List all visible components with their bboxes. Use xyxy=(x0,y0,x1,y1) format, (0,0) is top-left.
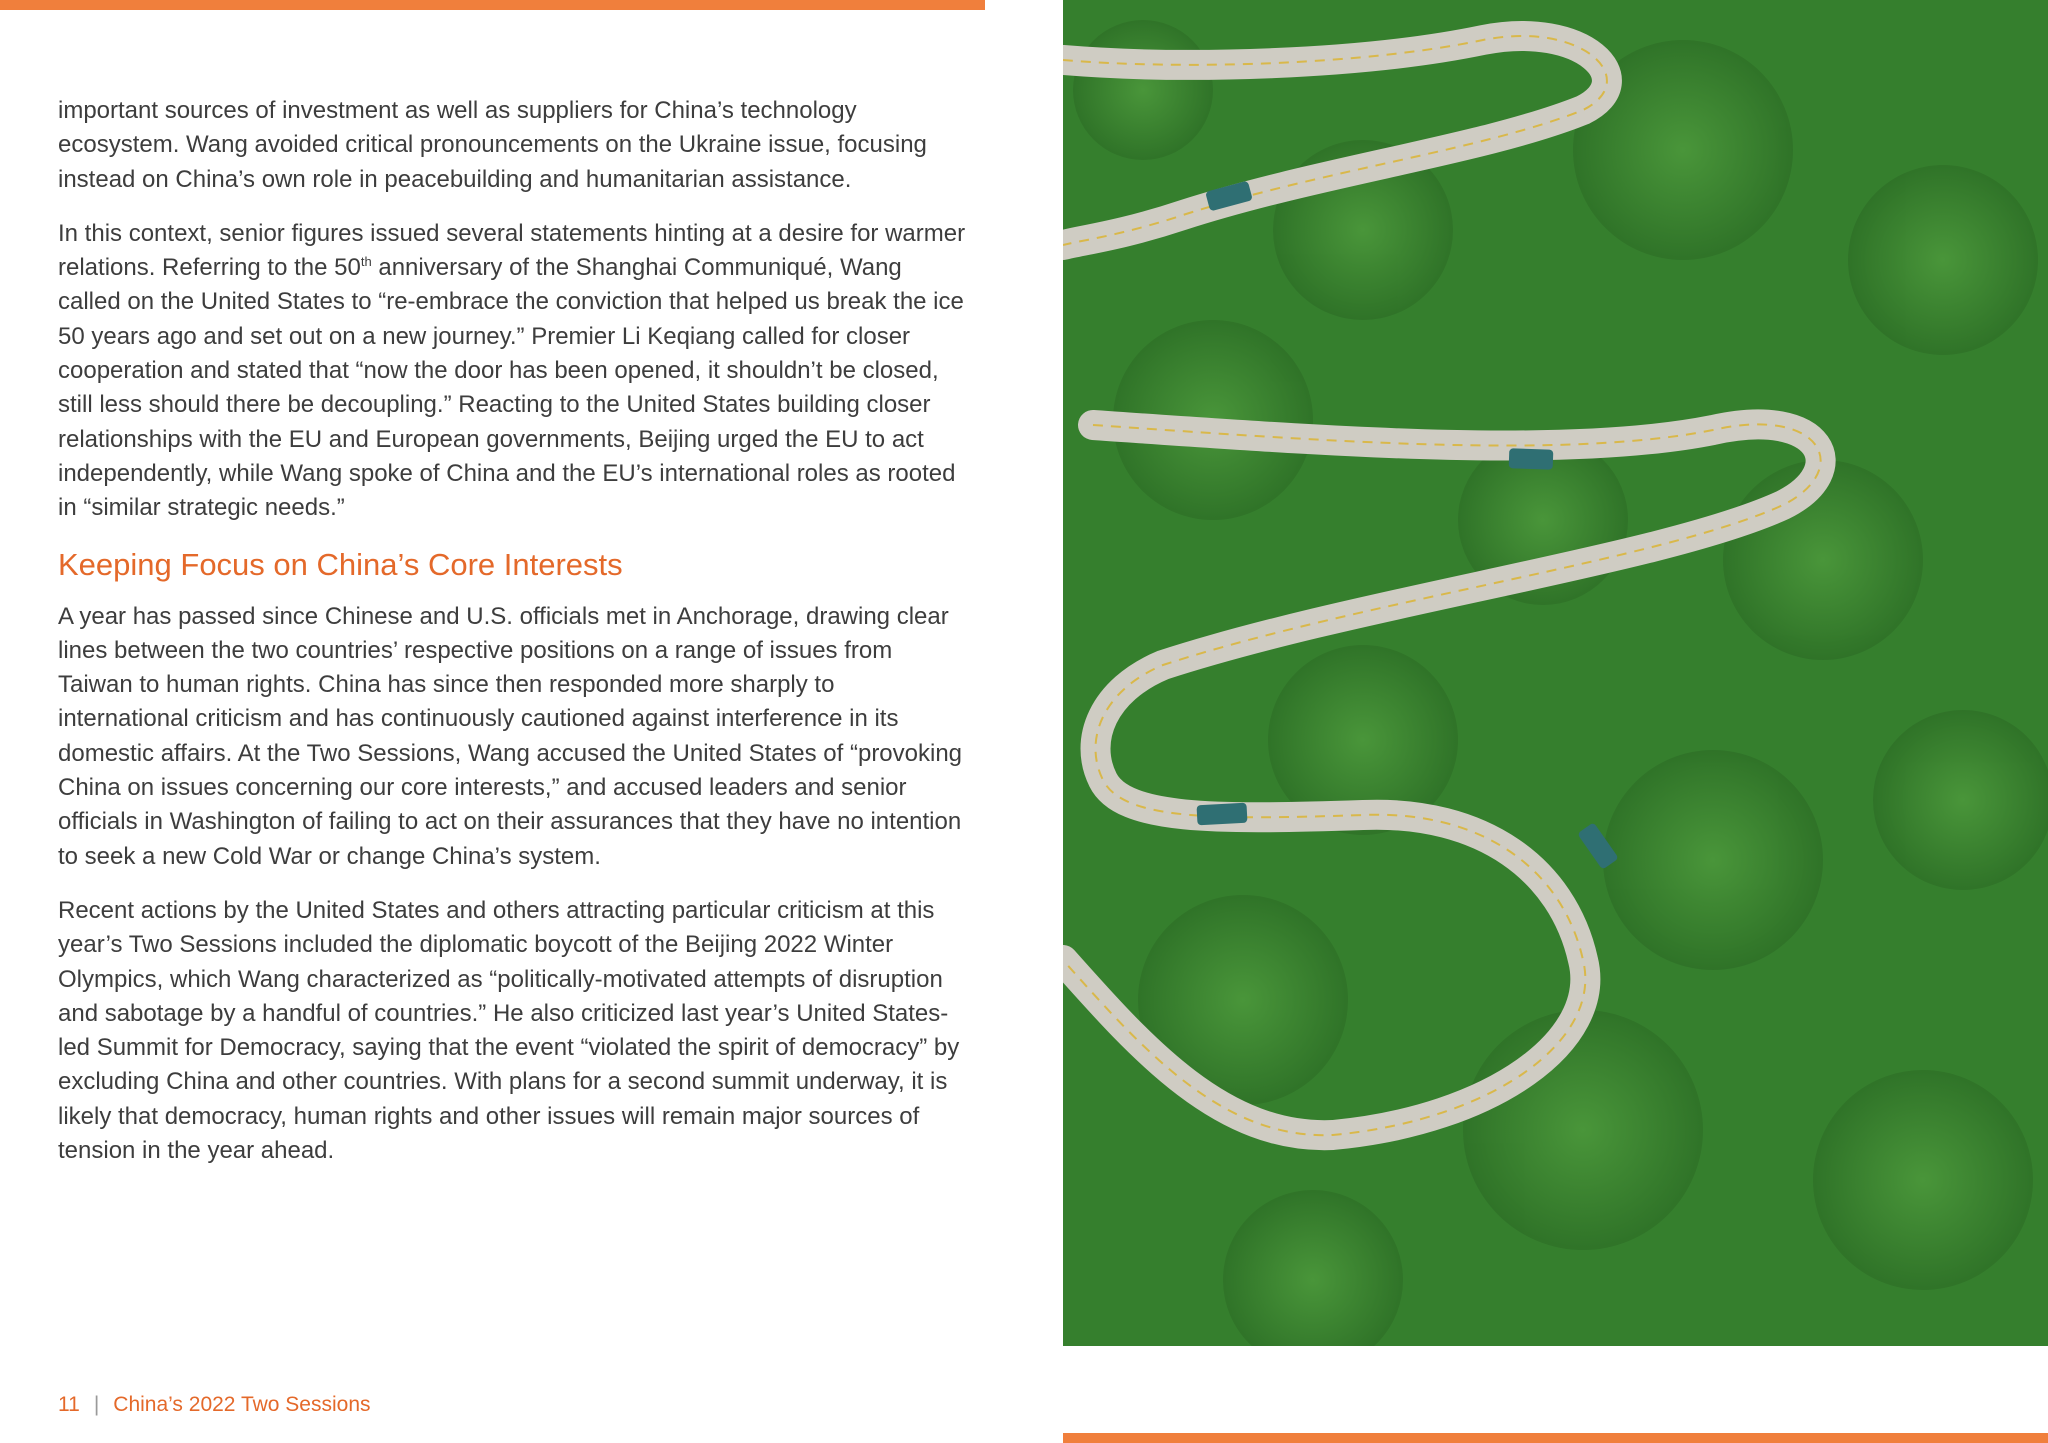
article-column xyxy=(58,94,968,1188)
publication-title: China’s 2022 Two Sessions xyxy=(113,1393,371,1416)
paragraph-3: A year has passed since Chinese and U.S. officials met in Anchorage, drawing clear lines between the two countries’ respective positions on a range of issues from Taiwan to human rights. China has since then responded more sharply to international criticism and has continuously cautioned against interference in its domestic affairs. At the Two Sessions, Wang accused the United States of “provoking China on issues concerning our core interests,” and accused leaders and senior officials in Washington of failing to act on their assurances that they have no intention to seek a new Cold War or change China’s system. xyxy=(58,602,963,870)
bus-3 xyxy=(1197,803,1248,826)
ordinal-suffix: th xyxy=(360,254,372,270)
paragraph-2-part-b: anniversary of the Shanghai Communiqué, Wang called on the United States to “re-embrace the conviction that helped us break the ice 50 years ago and set out on a new journey.” Premier Li Keqiang called for closer cooperation and stated that “now the door has been opened, it shouldn’t be closed, still less should there be decoupling.” Reacting to the United States building closer relationships with the EU and European governments, Beijing urged the EU to act independently, while Wang spoke of China and the EU’s international roles as rooted in “similar strategic needs.” xyxy=(58,254,964,522)
page-number: 11 xyxy=(58,1393,80,1416)
paragraph-2 xyxy=(58,217,968,526)
page-footer xyxy=(58,1393,371,1417)
paragraph-1: important sources of investment as well as suppliers for China’s technology ecosystem. Wang avoided critical pronouncements on the Ukraine issue, focusing instead on China’s own role in peacebuilding and humanitarian assistance. xyxy=(58,97,927,193)
winding-road-photo xyxy=(1063,0,2048,1346)
bottom-accent-bar xyxy=(1063,1433,2048,1443)
bus-2 xyxy=(1509,448,1554,470)
paragraph-4: Recent actions by the United States and others attracting particular criticism at this year’s Two Sessions included the diplomatic boycott of the Beijing 2022 Winter Olympics, which Wang characterized as “politically-motivated attempts of disruption and sabotage by a handful of countries.” He also criticized last year’s United States-led Summit for Democracy, saying that the event “violated the spirit of democracy” by excluding China and other countries. With plans for a second summit underway, it is likely that democracy, human rights and other issues will remain major sources of tension in the year ahead. xyxy=(58,896,960,1165)
top-accent-bar xyxy=(0,0,985,10)
winding-road-illustration xyxy=(1063,0,2048,1346)
paragraph-2-part-a: In this context, senior figures issued several statements hinting at a desire for warmer relations. Referring to the 50 xyxy=(58,219,966,282)
section-heading: Keeping Focus on China’s Core Interests xyxy=(58,546,623,582)
footer-separator: | xyxy=(93,1393,100,1416)
